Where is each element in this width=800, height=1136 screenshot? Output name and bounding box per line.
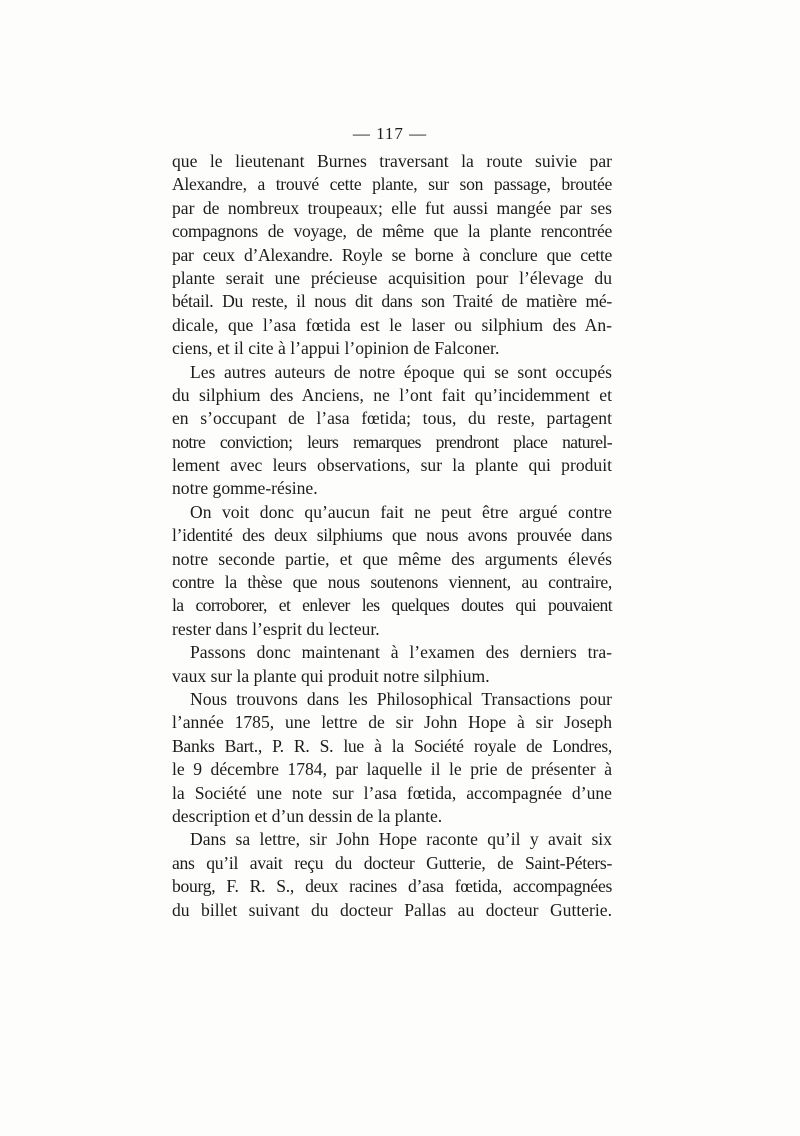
text-line: vaux sur la plante qui produit notre silphium. xyxy=(172,665,490,686)
text-line: par ceux d’Alexandre. Royle se borne à conclure que cette xyxy=(172,244,612,265)
text-line: rester dans l’esprit du lecteur. xyxy=(172,618,380,639)
text-line: notre gomme-résine. xyxy=(172,478,318,499)
text-line: la Société une note sur l’asa fœtida, accompagnée d’une xyxy=(172,782,612,803)
text-line: notre seconde partie, et que même des arguments élevés xyxy=(172,548,612,569)
text-line: Les autres auteurs de notre époque qui se sont occupés xyxy=(190,361,612,382)
text-line: ciens, et il cite à l’appui l’opinion de Falconer. xyxy=(172,338,500,359)
text-line: du silphium des Anciens, ne l’ont fait qu’incidemment et xyxy=(172,384,612,405)
text-line: bétail. Du reste, il nous dit dans son Traité de matière mé- xyxy=(172,291,612,312)
text-line: lement avec leurs observations, sur la plante qui produit xyxy=(172,455,612,476)
text-line: On voit donc qu’aucun fait ne peut être argué contre xyxy=(190,501,612,522)
text-line: Passons donc maintenant à l’examen des derniers tra- xyxy=(190,642,612,663)
text-line: Alexandre, a trouvé cette plante, sur son passage, broutée xyxy=(172,174,612,195)
text-line: en s’occupant de l’asa fœtida; tous, du reste, partagent xyxy=(172,408,612,429)
text-line: par de nombreux troupeaux; elle fut aussi mangée par ses xyxy=(172,197,612,218)
text-line: Banks Bart., P. R. S. lue à la Société royale de Londres, xyxy=(172,735,612,756)
text-line: que le lieutenant Burnes traversant la route suivie par xyxy=(172,151,612,171)
text-line: l’identité des deux silphiums que nous avons prouvée dans xyxy=(172,525,612,546)
text-line: du billet suivant du docteur Pallas au docteur Gutterie. xyxy=(172,899,612,920)
text-line: Nous trouvons dans les Philosophical Transactions pour xyxy=(190,688,612,709)
text-line: la corroborer, et enlever les quelques doutes qui pouvaient xyxy=(172,595,612,616)
text-line: notre conviction; leurs remarques prendront place naturel- xyxy=(172,431,612,452)
text-line: l’année 1785, une lettre de sir John Hope à sir Joseph xyxy=(172,712,612,733)
page-number: — 117 — xyxy=(352,124,428,143)
text-line: Dans sa lettre, sir John Hope raconte qu’il y avait six xyxy=(190,829,612,850)
text-line: le 9 décembre 1784, par laquelle il le prie de présenter à xyxy=(172,759,612,780)
text-line: dicale, que l’asa fœtida est le laser ou silphium des An- xyxy=(172,314,612,335)
text-line: bourg, F. R. S., deux racines d’asa fœtida, accompagnées xyxy=(172,876,612,897)
body-text xyxy=(172,150,612,922)
text-line: plante serait une précieuse acquisition pour l’élevage du xyxy=(172,267,612,288)
text-line: ans qu’il avait reçu du docteur Gutterie, de Saint-Péters- xyxy=(172,852,612,873)
text-line: contre la thèse que nous soutenons viennent, au contraire, xyxy=(172,572,612,593)
text-line: description et d’un dessin de la plante. xyxy=(172,805,443,826)
text-line: compagnons de voyage, de même que la plante rencontrée xyxy=(172,221,612,242)
